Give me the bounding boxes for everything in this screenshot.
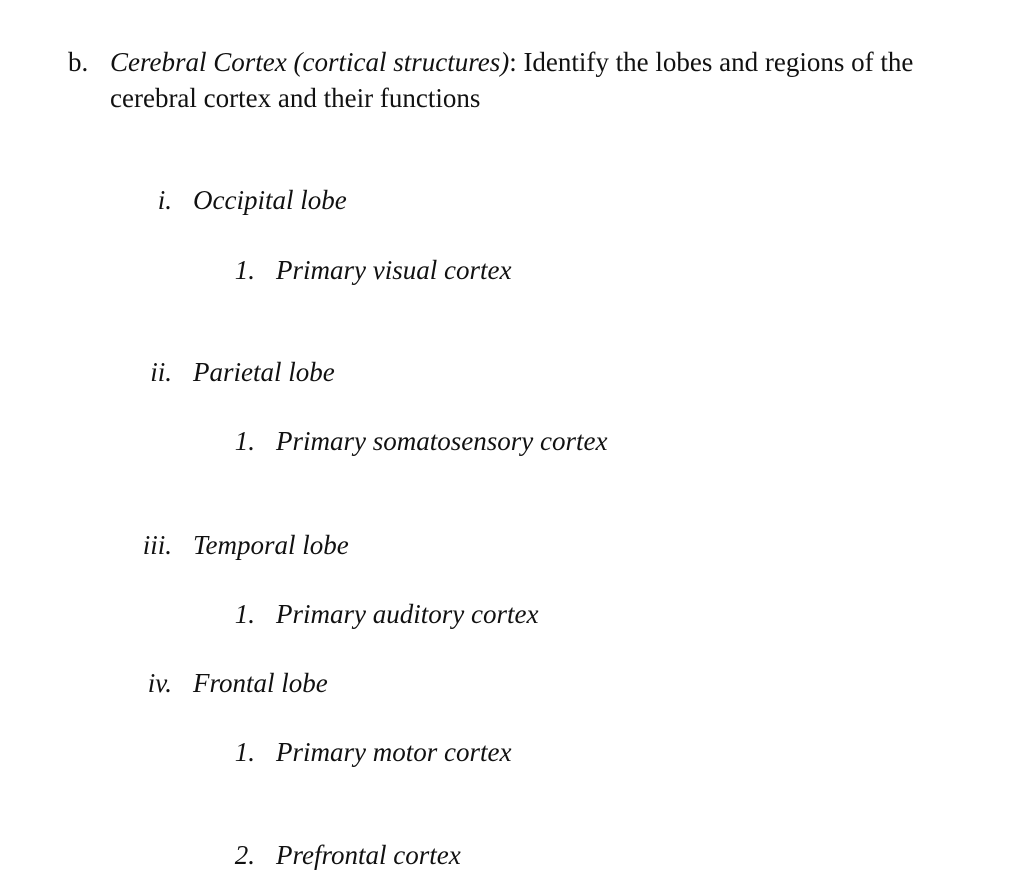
question-title-suffix: : Identify the lobes and regions of the [509,47,914,77]
region-marker: 1. [234,426,255,456]
lobe-marker: iii. [142,530,172,560]
question-marker: b. [68,47,89,77]
region-primary-visual-cortex: Primary visual cortex [276,255,512,285]
lobe-marker: iv. [147,668,172,698]
region-marker: 1. [234,737,255,767]
lobe-name-frontal: Frontal lobe [193,668,328,698]
lobe-marker: i. [157,185,172,215]
question-title-italic: Cerebral Cortex (cortical structures) [110,47,510,77]
region-marker: 1. [234,255,255,285]
lobe-marker: ii. [150,357,172,387]
region-primary-somatosensory-cortex: Primary somatosensory cortex [276,426,608,456]
lobe-name-parietal: Parietal lobe [193,357,335,387]
region-primary-auditory-cortex: Primary auditory cortex [276,599,539,629]
lobe-name-temporal: Temporal lobe [193,530,349,560]
region-marker: 2. [234,840,255,870]
question-title-line-2: cerebral cortex and their functions [110,83,481,113]
region-prefrontal-cortex: Prefrontal cortex [276,840,461,870]
region-marker: 1. [234,599,255,629]
lobe-name-occipital: Occipital lobe [193,185,347,215]
region-primary-motor-cortex: Primary motor cortex [276,737,512,767]
question-title-line [110,45,913,79]
